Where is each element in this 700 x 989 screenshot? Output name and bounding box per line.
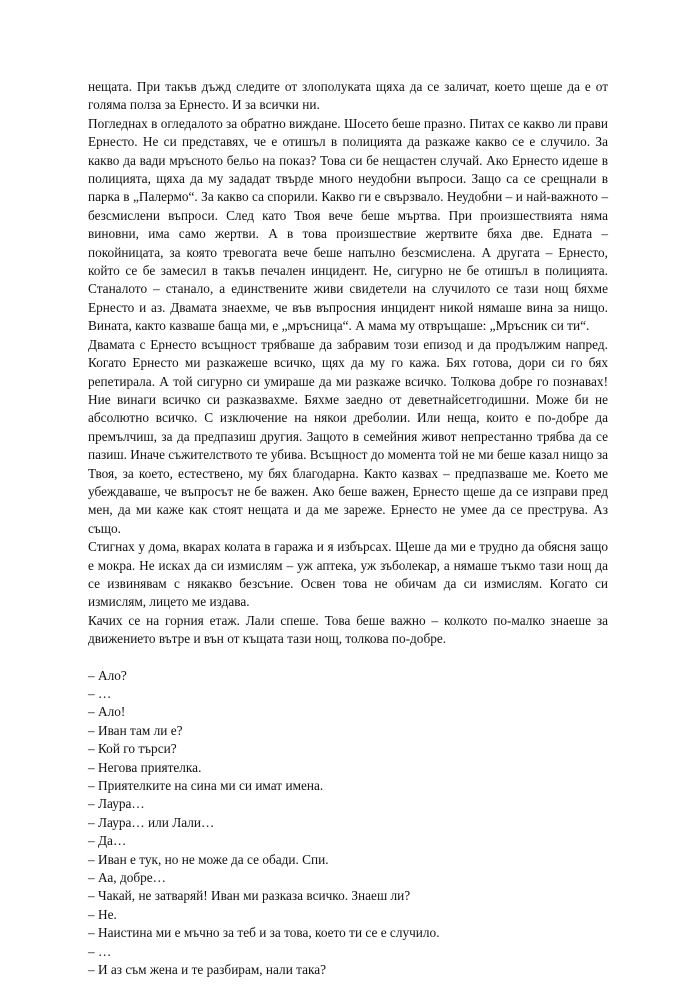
section-gap	[88, 649, 608, 667]
dialogue-line: – …	[88, 943, 112, 959]
dialogue-line: – Кой го търси?	[88, 741, 177, 757]
dialogue-line: – Наистина ми е мъчно за теб и за това, което ти се е случило.	[88, 925, 440, 941]
dialogue-line: – Лаура…	[88, 796, 145, 812]
dialogue-line: – Иван там ли е?	[88, 722, 183, 738]
dialogue-line: – Аа, добре…	[88, 870, 166, 886]
dialogue-line: – И аз съм жена и те разбирам, нали така?	[88, 962, 327, 978]
dialogue-line: – Не.	[88, 906, 117, 922]
paragraph: нещата. При такъв дъжд следите от злополуката щяха да се заличат, което щеше да е от голяма полза за Ернесто. И за всички ни.	[88, 79, 608, 113]
dialogue-line: – Да…	[88, 833, 127, 849]
dialogue	[88, 667, 608, 980]
paragraph: Двамата с Ернесто всъщност трябваше да забравим този епизод и да продължим напред. Когато Ернесто ми разкажеше всичко, щях да му го кажа. Бях готова, дори си го бях репетирала. А той сигурно си умираше да ми разкаже всичко. Толкова добре го познавах! Ние винаги всичко си разказвахме. Бяхме заедно от деветнайсетгодишни. Може би не абсолютно всичко. С изключение на някои дреболии. Или неща, които е по-добре да премълчиш, за да предпазиш другия. Защото в семейния живот непрестанно трябва да се пазиш. Иначе съжителството те убива. Всъщност до момента той не ми беше казал нищо за Твоя, за което, естествено, му бях благодарна. Както казвах – предпазваше ме. Което ме убеждаваше, че въпросът не бе важен. Ако беше важен, Ернесто щеше да се изправи пред мен, да ми каже как стоят нещата и да ме зареже. Ернесто не умее да се преструва. Аз също.	[88, 336, 608, 536]
dialogue-line: – Чакай, не затваряй! Иван ми разказа всичко. Знаеш ли?	[88, 888, 411, 904]
dialogue-line: – Ало?	[88, 667, 127, 683]
dialogue-line: – Приятелките на сина ми си имат имена.	[88, 778, 324, 794]
dialogue-line: – Негова приятелка.	[88, 759, 202, 775]
paragraph: Погледнах в огледалото за обратно виждане. Шосето беше празно. Питах се какво ли прави Ернесто. Не си представях, че е отишъл в полицията да разкаже какво се е случило. За какво да вади мръсното бельо на показ? Това си бе нещастен случай. Ако Ернесто идеше в полицията, щяха да му зададат твърде много неудобни въпроси. Защо са се срещнали в парка в „Палермо“. За какво са спорили. Какво ги е свързвало. Неудобни – и най-важното – безсмислени въпроси. След като Твоя вече беше мъртва. При произшествията няма виновни, има само жертви. А в това произшествие жертвите бяха две. Едната – покойницата, за която тревогата вече беше напълно безсмислена. А другата – Ернесто, който се бе замесил в такъв печален инцидент. Не, сигурно не бе отишъл в полицията. Станалото – станало, а единствените живи свидетели на случилото се тази нощ бяхме Ернесто и аз. Двамата знаехме, че във въпросния инцидент никой нямаше вина за нищо. Вината, както казваше баща ми, е „мръсница“. А мама му отвръщаше: „Мръсник си ти“.	[88, 115, 608, 334]
paragraph: Стигнах у дома, вкарах колата в гаража и я избърсах. Щеше да ми е трудно да обясня защо е мокра. Не исках да си измислям – уж аптека, уж зъболекар, а нямаше тъкмо тази нощ да се извинявам с някакво безсъние. Освен това не обичам да си измислям. Когато си измислям, лицето ме издава.	[88, 539, 608, 610]
dialogue-line: – Ало!	[88, 704, 126, 720]
body-text	[88, 78, 608, 980]
dialogue-line: – Иван е тук, но не може да се обади. Спи.	[88, 851, 329, 867]
dialogue-line: – Лаура… или Лали…	[88, 814, 215, 830]
dialogue-line: – …	[88, 686, 112, 701]
paragraph: Качих се на горния етаж. Лали спеше. Това беше важно – колкото по-малко знаеше за движението вътре и вън от къщата тази нощ, толкова по-добре.	[88, 612, 608, 647]
